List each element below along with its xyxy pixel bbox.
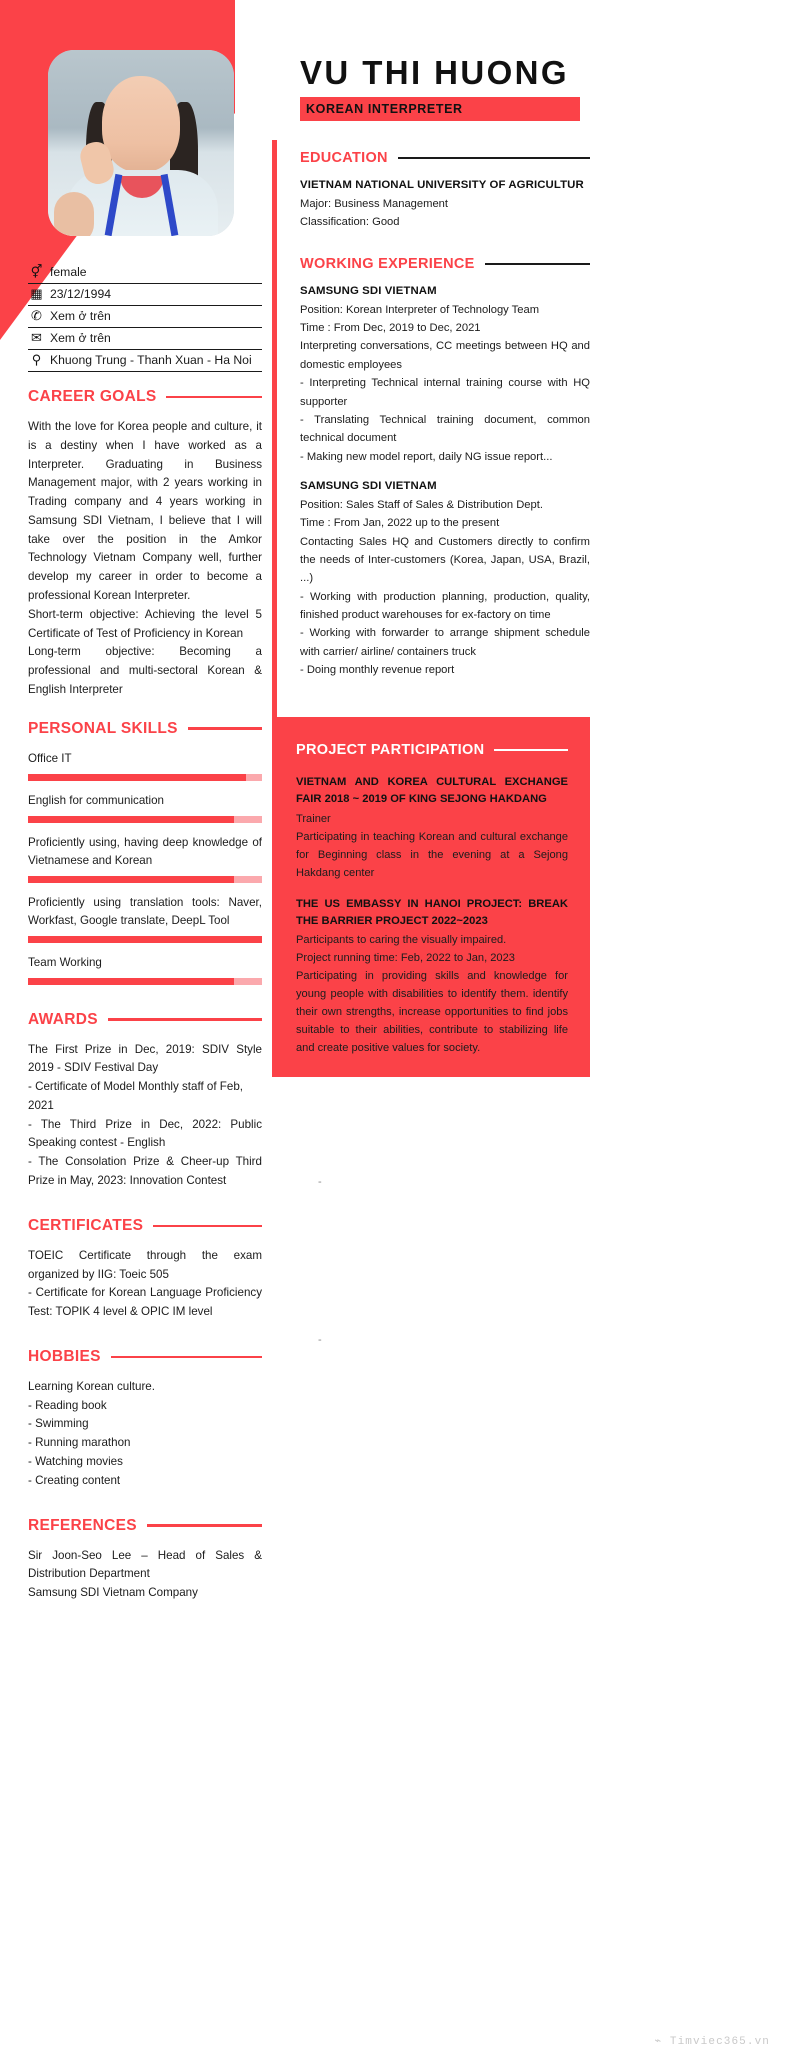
job-title-text: KOREAN INTERPRETER [306, 102, 463, 116]
contact-item-birthdate [28, 284, 262, 306]
section-awards [28, 1011, 262, 1191]
email-icon: ✉ [31, 330, 42, 345]
project-line: Project running time: Feb, 2022 to Jan, 2023 [296, 952, 515, 965]
project-description: Participating in teaching Korean and cultural exchange for Beginning class in the evening at a Sejong Hakdang center [296, 830, 568, 879]
skill-item [28, 834, 262, 883]
awards-body [28, 1041, 262, 1191]
section-education [300, 150, 590, 232]
contact-phone-text: Xem ở trên [50, 308, 111, 323]
skill-progress-bar [28, 774, 262, 781]
heading-rule [188, 727, 262, 730]
project-entry [296, 774, 568, 883]
career-goals-short-term: Short-term objective: Achieving the level 5 Certificate of Test of Proficiency in Korean [28, 607, 262, 640]
left-column [28, 262, 262, 1603]
experience-bullet: - Interpreting Technical internal training course with HQ supporter [300, 377, 590, 408]
contact-item-address [28, 350, 262, 372]
heading-rule [398, 157, 590, 159]
heading-rule [153, 1225, 262, 1228]
education-major: Major: Business Management [300, 198, 448, 210]
personal-skills-body [28, 750, 262, 985]
stray-dash-mark: - [318, 1334, 322, 1346]
award-line: - The Third Prize in Dec, 2022: Public Speaking contest - English [28, 1117, 262, 1150]
education-title: EDUCATION [300, 150, 388, 166]
experience-bullet: Contacting Sales HQ and Customers directly to confirm the needs of Inter-customers (Korea, Japan, USA, Brazil, ...) [300, 535, 590, 585]
hobbies-title: HOBBIES [28, 1347, 101, 1365]
education-heading [300, 150, 590, 166]
reference-line: Sir Joon-Seo Lee – Head of Sales & Distribution Department [28, 1548, 262, 1581]
contact-address-text: Khuong Trung - Thanh Xuan - Ha Noi [50, 352, 252, 367]
candidate-name: VU THI HUONG [300, 54, 569, 91]
experience-bullet: Interpreting conversations, CC meetings between HQ and domestic employees [300, 340, 590, 371]
section-hobbies [28, 1348, 262, 1491]
experience-bullet: - Working with production planning, production, quality, finished product warehouses for ex-factory on time [300, 590, 590, 622]
heading-rule [108, 1018, 262, 1021]
hobby-line: - Watching movies [28, 1455, 123, 1468]
personal-skills-title: PERSONAL SKILLS [28, 719, 178, 737]
awards-heading [28, 1011, 262, 1029]
hobby-line: - Running marathon [28, 1436, 131, 1450]
skill-label: Team Working [28, 955, 102, 969]
career-goals-heading [28, 388, 262, 406]
hobby-line: - Reading book [28, 1398, 107, 1412]
skill-progress-bar [28, 936, 262, 943]
job-title-banner [300, 97, 580, 121]
hobby-line: - Creating content [28, 1473, 121, 1487]
skill-label: Proficiently using translation tools: Naver, Workfast, Google translate, DeepL Tool [28, 895, 262, 927]
contact-item-phone[interactable] [28, 306, 262, 328]
experience-position: Position: Korean Interpreter of Technology Team [300, 303, 540, 316]
project-participation-inner [272, 717, 590, 1058]
contact-list [28, 262, 262, 372]
photo-arm [54, 192, 94, 236]
project-title: THE US EMBASSY IN HANOI PROJECT: BREAK THE BARRIER PROJECT 2022~2023 [296, 897, 568, 927]
spacer [296, 883, 568, 896]
experience-time: Time : From Jan, 2022 up to the present [300, 517, 500, 530]
experience-bullet: - Working with forwarder to arrange shipment schedule with carrier/ airline/ containers truck [300, 627, 590, 658]
project-description: Participating in providing skills and knowledge for young people with disabilities to identify them. identify their own strengths, increase opportunities to find jobs suitable to their abilities, contribute to stabilizing life and create positive values for society. [296, 970, 568, 1055]
hobbies-heading [28, 1348, 262, 1366]
hobby-line: - Swimming [28, 1417, 89, 1431]
skill-progress-fill [28, 774, 246, 781]
phone-icon: ✆ [31, 308, 42, 323]
contact-item-gender [28, 262, 262, 284]
skill-item [28, 750, 262, 781]
skill-progress-fill [28, 876, 234, 883]
working-experience-body [300, 285, 590, 680]
experience-bullet: - Doing monthly revenue report [300, 664, 455, 677]
skill-progress-fill [28, 978, 234, 985]
project-participation-heading [296, 742, 568, 758]
hobbies-body [28, 1378, 262, 1491]
heading-rule [147, 1524, 262, 1527]
skill-item [28, 792, 262, 823]
skill-progress-bar [28, 816, 262, 823]
certificates-body [28, 1247, 262, 1322]
heading-rule [111, 1356, 262, 1359]
references-body [28, 1547, 262, 1603]
section-certificates [28, 1217, 262, 1322]
skill-label: English for communication [28, 793, 164, 807]
skill-progress-bar [28, 876, 262, 883]
project-role: Trainer [296, 812, 331, 825]
spacer [300, 466, 590, 480]
experience-company: SAMSUNG SDI VIETNAM [300, 479, 437, 492]
project-title: VIETNAM AND KOREA CULTURAL EXCHANGE FAIR 2018 ~ 2019 OF KING SEJONG HAKDANG [296, 776, 568, 806]
heading-rule [166, 396, 262, 399]
section-personal-skills [28, 720, 262, 985]
contact-item-email[interactable] [28, 328, 262, 350]
experience-bullet: - Translating Technical training document, common technical document [300, 413, 590, 445]
calendar-icon: ▦ [30, 286, 43, 301]
references-heading [28, 1517, 262, 1535]
certificates-title: CERTIFICATES [28, 1216, 144, 1234]
education-school: VIETNAM NATIONAL UNIVERSITY OF AGRICULTUR [300, 179, 584, 191]
award-line: - Certificate of Model Monthly staff of Feb, 2021 [28, 1080, 244, 1112]
hobby-line: Learning Korean culture. [28, 1379, 155, 1393]
section-project-participation [272, 717, 590, 1077]
photo-face [102, 76, 180, 172]
section-working-experience [300, 256, 590, 680]
contact-gender-text: female [50, 264, 87, 279]
career-goals-paragraph: With the love for Korea people and culture, it is a destiny when I have worked as a Interpreter. Graduating in Business Management major, with 2 years working in Trading company and 4 years working in Samsung SDI Vietnam, I believe that I will take over the position in the Amkor Technology Vietnam Company well, further develop my career in order to become a professional Korean Interpreter. [28, 420, 262, 603]
footer-watermark: ⌁ Timviec365.vn [654, 2036, 770, 2048]
personal-skills-heading [28, 720, 262, 738]
skill-item [28, 954, 262, 985]
heading-rule [494, 749, 568, 751]
skill-progress-fill [28, 936, 262, 943]
skill-label: Proficiently using, having deep knowledge of Vietnamese and Korean [28, 835, 262, 867]
project-participation-title: PROJECT PARTICIPATION [296, 742, 485, 758]
experience-position: Position: Sales Staff of Sales & Distribution Dept. [300, 498, 543, 511]
certificate-line: - Certificate for Korean Language Proficiency Test: TOPIK 4 level & OPIC IM level [28, 1286, 262, 1319]
section-career-goals [28, 388, 262, 700]
skill-item [28, 894, 262, 943]
certificates-heading [28, 1217, 262, 1235]
gender-icon: ⚥ [30, 264, 43, 279]
profile-photo [48, 50, 234, 236]
stray-dash-mark: - [318, 1176, 322, 1188]
reference-line: Samsung SDI Vietnam Company [28, 1586, 198, 1600]
award-line: - The Consolation Prize & Cheer-up Third Prize in May, 2023: Innovation Contest [28, 1155, 262, 1187]
education-classification: Classification: Good [300, 216, 400, 229]
awards-title: AWARDS [28, 1010, 98, 1028]
working-experience-heading [300, 256, 590, 272]
experience-entry [300, 480, 590, 680]
skill-progress-bar [28, 978, 262, 985]
project-entry [296, 896, 568, 1059]
award-line: The First Prize in Dec, 2019: SDIV Style 2019 - SDIV Festival Day [28, 1042, 262, 1075]
contact-birthdate-text: 23/12/1994 [50, 286, 111, 301]
career-goals-long-term: Long-term objective: Becoming a professional and multi-sectoral Korean & English Interpreter [28, 645, 262, 696]
right-column [300, 150, 590, 680]
experience-entry [300, 285, 590, 466]
experience-company: SAMSUNG SDI VIETNAM [300, 284, 437, 297]
skill-progress-fill [28, 816, 234, 823]
career-goals-body [28, 418, 262, 700]
heading-rule [485, 263, 590, 265]
project-line: Participants to caring the visually impaired. [296, 934, 507, 947]
location-icon: ⚲ [31, 352, 42, 367]
skill-label: Office IT [28, 751, 72, 765]
working-experience-title: WORKING EXPERIENCE [300, 255, 475, 272]
experience-time: Time : From Dec, 2019 to Dec, 2021 [300, 322, 481, 335]
experience-bullet: - Making new model report, daily NG issue report... [300, 450, 553, 463]
contact-email-text: Xem ở trên [50, 330, 111, 345]
references-title: REFERENCES [28, 1516, 137, 1534]
section-references [28, 1517, 262, 1603]
education-body [300, 179, 590, 232]
career-goals-title: CAREER GOALS [28, 388, 157, 405]
certificate-line: TOEIC Certificate through the exam organized by IIG: Toeic 505 [28, 1248, 262, 1281]
